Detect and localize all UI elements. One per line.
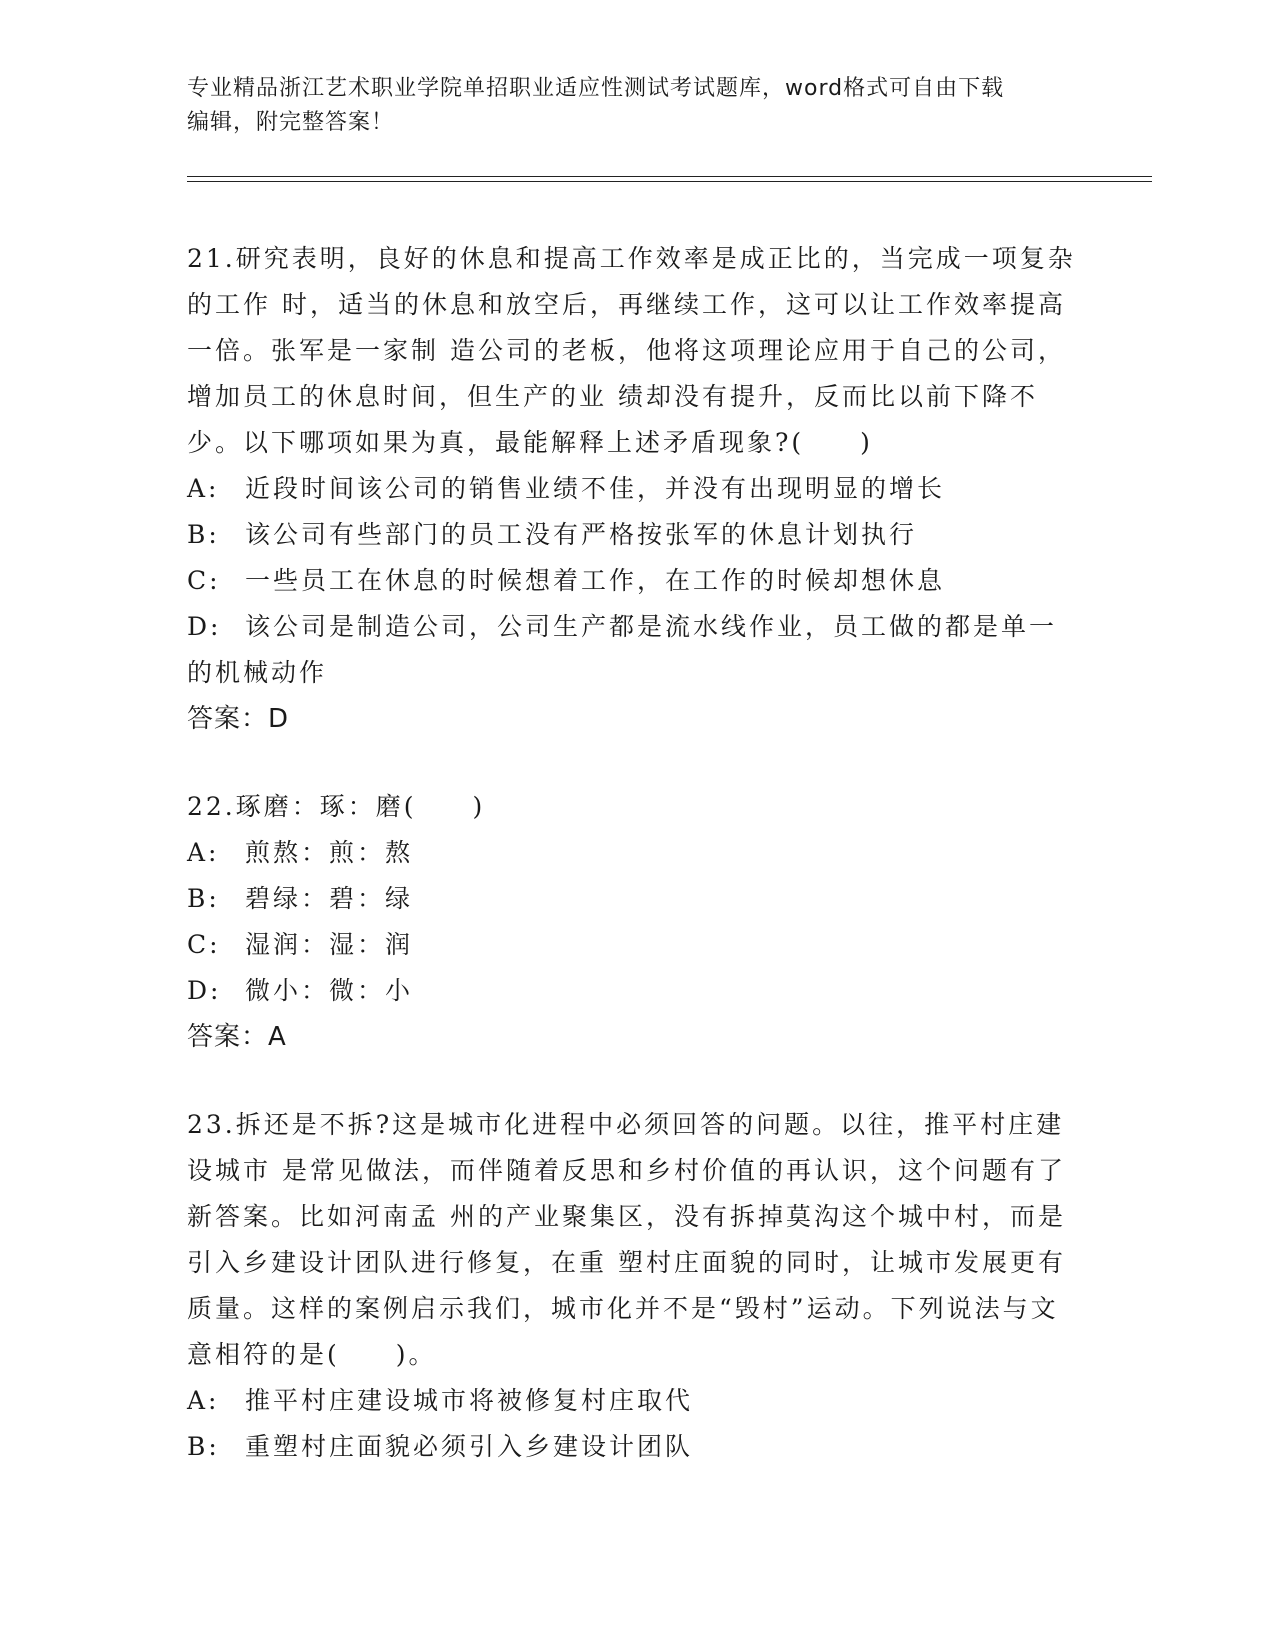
option-a <box>187 830 1077 876</box>
option-c <box>187 922 1077 968</box>
option-text: 一些员工在休息的时候想着工作，在工作的时候却想休息 <box>245 566 946 595</box>
header-divider <box>187 176 1152 182</box>
question-spacer <box>187 1060 1077 1102</box>
answer-line: 答案：A <box>187 1022 287 1052</box>
option-b <box>187 512 1077 558</box>
option-text: 近段时间该公司的销售业绩不佳，并没有出现明显的增长 <box>245 474 946 503</box>
option-text: 碧绿：碧：绿 <box>245 884 414 913</box>
option-key: B: <box>187 884 220 913</box>
option-key: D: <box>187 976 222 1005</box>
option-text: 该公司有些部门的员工没有严格按张军的休息计划执行 <box>245 520 918 549</box>
option-d <box>187 604 1077 696</box>
option-text: 微小：微：小 <box>245 976 414 1005</box>
option-b <box>187 1424 1077 1470</box>
question-23 <box>187 1102 1077 1470</box>
option-text: 煎熬：煎：熬 <box>245 838 414 867</box>
option-a <box>187 1378 1077 1424</box>
option-text: 推平村庄建设城市将被修复村庄取代 <box>245 1386 694 1415</box>
question-21 <box>187 236 1077 742</box>
option-key: C: <box>187 566 221 595</box>
option-key: A: <box>187 474 220 503</box>
option-key: B: <box>187 1432 220 1461</box>
option-text: 该公司是制造公司，公司生产都是流水线作业，员工做的都是单一的机械动作 <box>187 612 1058 687</box>
question-stem: 21.研究表明，良好的休息和提高工作效率是成正比的，当完成一项复杂的工作 时，适当的休息和放空后，再继续工作，这可以让工作效率提高一倍。张军是一家制 造公司的老板，他将这项理论应用于自己的公司，增加员工的休息时间，但生产的业 绩却没有提升，反而比以前下降不少。以下哪项如果为真，最能解释上述矛盾现象?( ) <box>187 244 1076 457</box>
option-key: B: <box>187 520 220 549</box>
option-a <box>187 466 1077 512</box>
option-text: 湿润：湿：润 <box>245 930 414 959</box>
document-header <box>187 72 1087 140</box>
question-list <box>187 236 1077 1470</box>
answer-line: 答案：D <box>187 704 290 734</box>
option-d <box>187 968 1077 1014</box>
option-c <box>187 558 1077 604</box>
option-key: A: <box>187 1386 220 1415</box>
option-text: 重塑村庄面貌必须引入乡建设计团队 <box>245 1432 694 1461</box>
option-key: D: <box>187 612 222 641</box>
question-stem: 23.拆还是不拆?这是城市化进程中必须回答的问题。以往，推平村庄建设城市 是常见做法，而伴随着反思和乡村价值的再认识，这个问题有了新答案。比如河南孟 州的产业聚集区，没有拆掉莫沟这个城中村，而是引入乡建设计团队进行修复，在重 塑村庄面貌的同时，让城市发展更有质量。这样的案例启示我们，城市化并不是“毁村”运动。下列说法与文意相符的是( )。 <box>187 1110 1066 1369</box>
option-key: C: <box>187 930 221 959</box>
header-title-line-2: 编辑，附完整答案！ <box>187 110 395 135</box>
header-title-line-1: 专业精品浙江艺术职业学院单招职业适应性测试考试题库，word格式可自由下载 <box>187 76 1005 101</box>
question-22 <box>187 784 1077 1060</box>
question-spacer <box>187 742 1077 784</box>
option-b <box>187 876 1077 922</box>
option-key: A: <box>187 838 220 867</box>
question-stem: 22.琢磨：琢：磨( ) <box>187 792 486 821</box>
